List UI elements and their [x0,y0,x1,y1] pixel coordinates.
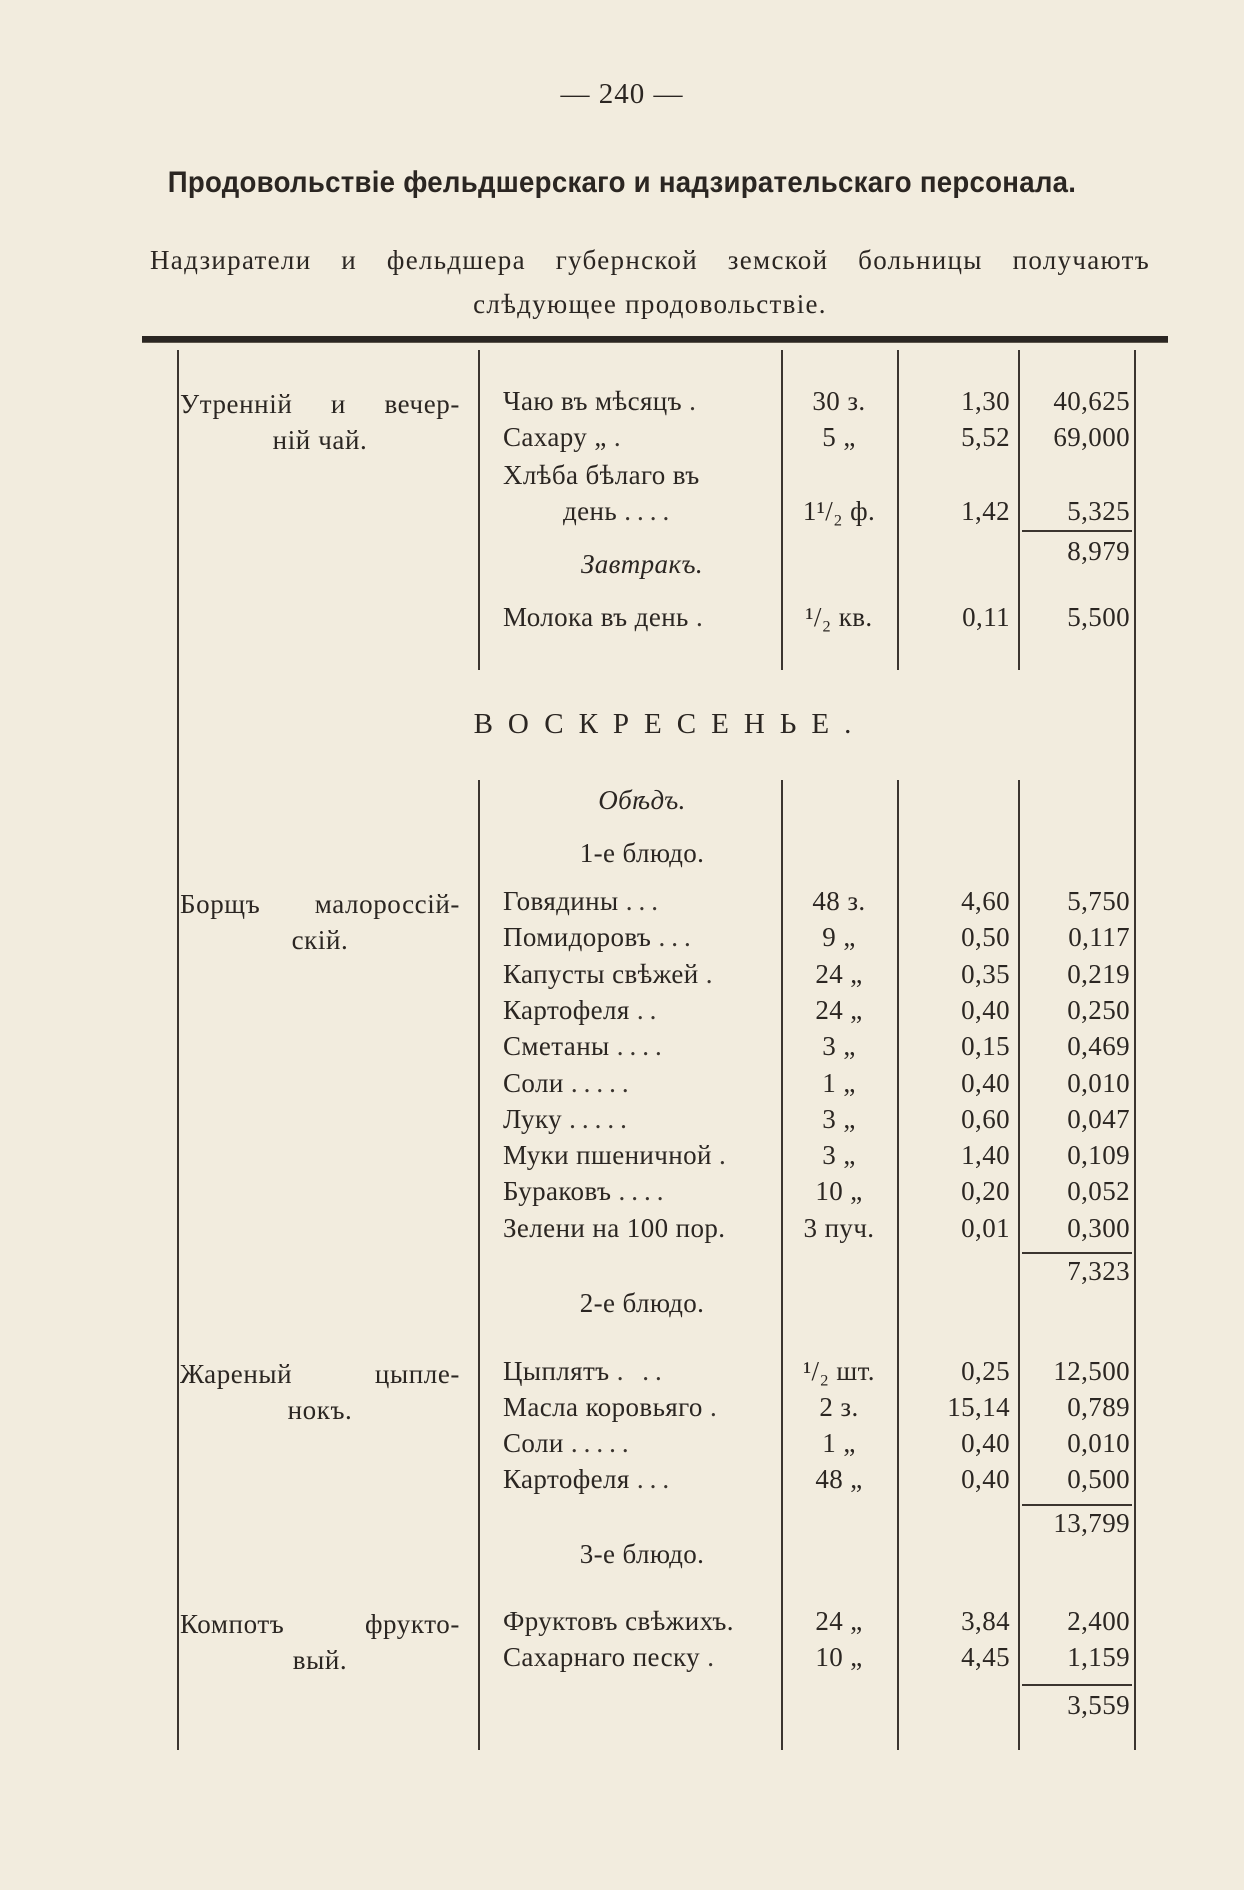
item-price: 3,84 [961,1606,1010,1636]
item-name [503,1213,781,1243]
item-name [503,1464,781,1494]
item-total: 2,400 [1067,1606,1130,1636]
course-heading: 1-е блюдо. [579,838,705,868]
item-label: Соли [503,1428,564,1458]
leader-dots: .... [618,1176,670,1207]
sunday-heading: ВОСКРЕСЕНЬЕ. [473,708,867,740]
leader-dots: ..... [570,1067,635,1098]
item-price: 0,20 [961,1176,1010,1207]
item-price: 1,40 [961,1140,1010,1171]
dish-name-line: Борщъ малороссій- [180,889,460,919]
leader-dots: .... [616,1031,668,1062]
item-total: 0,469 [1067,1031,1130,1062]
item-price: 0,11 [962,602,1010,632]
column-rule-item [781,780,783,1750]
item-qty: 2 з. [819,1392,859,1422]
item-name [503,496,781,526]
column-rule-left [177,350,179,1750]
leader-dots: . [705,958,719,989]
leader-dots: . [613,422,627,452]
item-price: 4,60 [961,886,1010,916]
leader-dots: ... [636,1464,676,1494]
item-price: 0,40 [961,1067,1010,1098]
subtotal-rule [1022,1684,1132,1686]
item-name [503,422,781,452]
leader-dots: . [719,1140,732,1171]
item-price: 1,42 [961,496,1010,526]
item-price: 0,01 [961,1212,1010,1243]
course-heading: 3-е блюдо. [579,1539,705,1569]
item-qty: 3 „ [822,1103,856,1134]
item-name [503,1140,781,1170]
item-name [503,1642,781,1672]
item-total: 0,052 [1067,1176,1130,1207]
subtotal-rule [1022,530,1132,532]
item-price: 0,40 [961,1428,1010,1458]
dish-name-line: Компотъ фрукто- [180,1609,460,1639]
item-label: Молока въ день [503,602,689,632]
subtotal-rule [1022,1504,1132,1506]
item-label: Луку [503,1103,562,1134]
column-rule-price [1018,780,1020,1750]
item-name [503,1606,781,1636]
item-price: 0,35 [961,958,1010,989]
item-qty: 24 „ [815,1606,863,1636]
item-price: 0,50 [961,922,1010,953]
item-name [503,922,781,952]
item-name [503,886,781,916]
dish-compote [180,1606,460,1678]
dish-name-line: Утренній и вечер- [180,389,460,419]
item-label: Масла коровьяго [503,1392,703,1422]
item-label: Цыплятъ [503,1356,610,1386]
item-price: 4,45 [961,1642,1010,1672]
item-qty: 1¹/₂ ф. [802,496,876,526]
item-label: Чаю въ мѣсяцъ [503,386,682,416]
leader-dots: . [689,386,702,416]
item-total: 0,117 [1068,922,1130,953]
item-label: Помидоровъ [503,922,652,953]
table-top-rule [142,336,1168,343]
dish-fried-chicken [180,1356,460,1428]
subtotal: 8,979 [1067,536,1130,566]
item-total: 5,325 [1067,496,1130,526]
course-heading: 2-е блюдо. [579,1288,705,1318]
item-price: 5,52 [961,422,1010,452]
item-label: Бураковъ [503,1176,612,1207]
item-qty: ¹/₂ шт. [803,1356,875,1386]
dish-name-line: Жареный цыпле- [180,1359,460,1389]
item-qty: 48 з. [812,886,866,916]
item-qty: 3 „ [822,1140,856,1171]
item-label: Картофеля [503,994,630,1025]
item-name [503,1176,781,1206]
item-qty: ¹/₂ кв. [805,602,873,632]
item-label: день [563,496,618,526]
section-heading: Завтракъ. [580,549,704,579]
item-name [503,1031,781,1061]
item-total: 5,750 [1067,886,1130,916]
item-total: 0,789 [1067,1392,1130,1422]
leader-dots: ... [658,922,697,953]
item-name [503,1392,781,1422]
item-price: 0,60 [961,1103,1010,1134]
item-qty: 1 „ [822,1067,856,1098]
item-name [503,602,781,632]
item-qty: 48 „ [815,1464,863,1494]
column-rule-total [1134,350,1136,1750]
item-label: Муки пшеничной [503,1140,712,1171]
column-rule-item [781,350,783,670]
item-total: 0,219 [1067,958,1130,989]
item-qty: 10 „ [815,1176,863,1207]
page-title: Продовольствіе фельдшерскаго и надзирательскаго персонала. [167,166,1077,199]
leader-dots: . .. [616,1356,668,1386]
item-name [503,995,781,1025]
item-price: 0,40 [961,994,1010,1025]
leader-dots: . [695,602,709,632]
leader-dots: .. [636,994,663,1025]
item-total: 0,500 [1067,1464,1130,1494]
leader-dots: . [709,1392,723,1422]
dish-name-line: ній чай. [272,425,368,455]
subtotal: 3,559 [1067,1690,1130,1720]
item-qty: 30 з. [812,386,866,416]
item-label: Говядины [503,886,619,916]
item-total: 0,010 [1067,1067,1130,1098]
column-rule-qty [897,780,899,1750]
dish-name-line: нокъ. [287,1395,353,1425]
item-qty: 10 „ [815,1642,863,1672]
leader-dots: ... [625,886,664,916]
item-total: 69,000 [1053,422,1130,452]
item-name [503,460,781,490]
subtotal-rule [1022,1252,1132,1254]
item-label: Зелени на 100 пор. [503,1212,726,1243]
item-qty: 5 „ [822,422,856,452]
item-label: Соли [503,1067,564,1098]
item-qty: 24 „ [815,958,863,989]
item-name [503,1356,781,1386]
item-price: 0,40 [961,1464,1010,1494]
dish-name-line: вый. [292,1645,348,1675]
item-label: Сахарнаго песку [503,1642,701,1672]
item-total: 0,010 [1067,1428,1130,1458]
item-name [503,959,781,989]
item-total: 0,109 [1067,1140,1130,1171]
item-total: 0,250 [1067,994,1130,1025]
item-name [503,386,781,416]
item-label: Капусты свѣжей [503,958,699,989]
column-rule-dish [478,350,480,670]
column-rule-dish [478,780,480,1750]
dish-name-line: скій. [291,925,349,955]
item-name [503,1428,781,1458]
item-total: 0,300 [1067,1212,1130,1243]
item-price: 1,30 [961,386,1010,416]
column-rule-price [1018,350,1020,670]
item-label: Сахару „ [503,422,607,452]
item-label: Картофеля [503,1464,630,1494]
item-total: 12,500 [1053,1356,1130,1386]
item-name [503,1068,781,1098]
leader-dots: ..... [569,1103,633,1134]
item-total: 40,625 [1053,386,1130,416]
item-total: 5,500 [1067,602,1130,632]
column-rule-qty [897,350,899,670]
item-label: Сметаны [503,1031,610,1062]
item-qty: 3 пуч. [803,1212,875,1243]
leader-dots: . [707,1642,720,1672]
dish-tea [180,386,460,458]
item-qty: 3 „ [822,1031,856,1062]
intro-paragraph: Надзиратели и фельдшера губернской земской больницы получаютъ слѣдующее продовольствіе. [150,245,1150,319]
subtotal: 7,323 [1067,1256,1130,1286]
dish-borscht [180,886,460,958]
section-heading: Обѣдъ. [598,785,686,815]
page-number: — 240 — [560,78,684,110]
item-price: 0,15 [961,1031,1010,1062]
item-qty: 24 „ [815,994,863,1025]
item-qty: 1 „ [822,1428,856,1458]
leader-dots: .... [624,496,676,526]
item-label: Хлѣба бѣлаго въ [503,460,700,490]
item-label: Фруктовъ свѣжихъ. [503,1606,734,1636]
item-name [503,1104,781,1134]
item-total: 1,159 [1067,1642,1130,1672]
item-total: 0,047 [1067,1103,1130,1134]
subtotal: 13,799 [1053,1508,1130,1538]
item-price: 0,25 [961,1356,1010,1386]
leader-dots: ..... [570,1428,635,1458]
item-price: 15,14 [947,1392,1010,1422]
item-qty: 9 „ [822,922,856,953]
